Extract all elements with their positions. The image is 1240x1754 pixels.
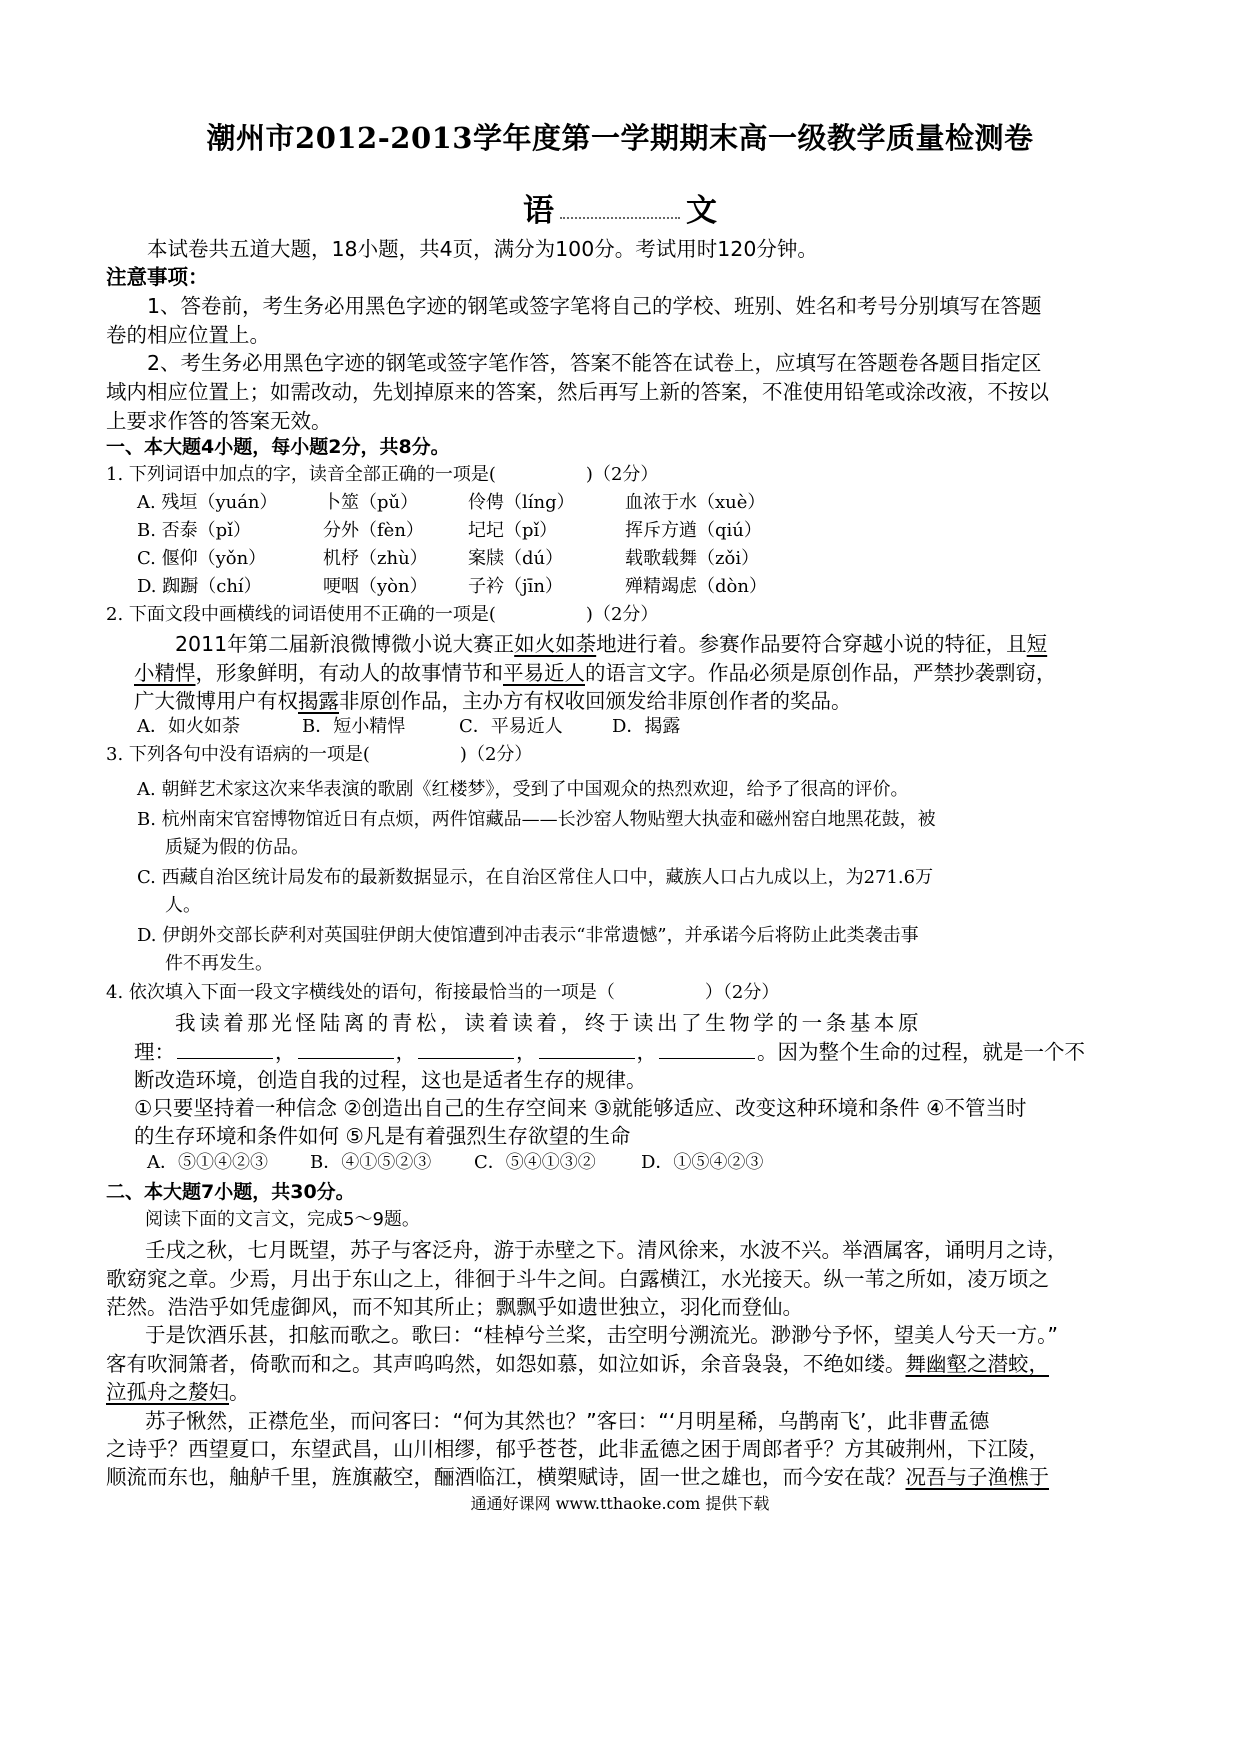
q4-passage-line2: 理： ， ， ， ， 。因为整个生命的过程，就是一个不 <box>134 1040 1085 1064</box>
classical-text-line9 <box>106 1460 1049 1490</box>
q4-stem: 4. 依次填入下面一段文字横线处的语句，衔接最恰当的一项是（ ）（2分） <box>106 982 780 1003</box>
classical-text: 。 <box>229 1380 250 1404</box>
q2-text: 广大微博用户有权 <box>134 689 298 713</box>
q1-row-b-c2: 分外（fèn） <box>323 520 424 541</box>
q4-option-d: D．①⑤④②③ <box>641 1152 764 1173</box>
classical-text-line4: 于是饮酒乐甚，扣舷而歌之。歌曰：“桂棹兮兰桨，击空明兮溯流光。渺渺兮予怀，望美人兮天一方。” <box>145 1323 1058 1347</box>
q2-option-b: B．短小精悍 <box>302 716 406 737</box>
q4-blank-4 <box>539 1040 635 1059</box>
q1-row-b-c4: 挥斥方遒（qiú） <box>625 520 762 541</box>
q3-option-c-line1: C. 西藏自治区统计局发布的最新数据显示，在自治区常住人口中，藏族人口占九成以上，为271.6万 <box>137 867 934 888</box>
exam-title: 潮州市2012-2013学年度第一学期期末高一级教学质量检测卷 <box>206 121 1034 155</box>
q2-text: 的语言文字。作品必须是原创作品，严禁抄袭剽窃， <box>585 661 1057 685</box>
q4-sentences-line1: ①只要坚持着一种信念 ②创造出自己的生存空间来 ③就能够适应、改变这种环境和条件 ④不管当时 <box>134 1096 1027 1120</box>
notice-item2-line2: 域内相应位置上；如需改动，先划掉原来的答案，然后再写上新的答案，不准使用铅笔或涂改液，不按以 <box>106 380 1049 404</box>
q3-stem: 3. 下列各句中没有语病的一项是( )（2分） <box>106 744 533 765</box>
page-footer: 通通好课网 www.tthaoke.com 提供下载 <box>470 1494 770 1513</box>
q3-option-b-line1: B. 杭州南宋官窑博物馆近日有点烦，两件馆藏品——长沙窑人物贴塑大执壶和磁州窑白地黑花鼓，被 <box>137 809 936 830</box>
q1-row-c-c1: C. 偃仰（yǒn） <box>137 548 267 569</box>
q1-row-a-c4: 血浓于水（xuè） <box>625 492 766 513</box>
subject-left: 语 <box>523 193 554 229</box>
classical-underlined-text: 况吾与子渔樵于 <box>905 1465 1049 1489</box>
notice-item2-line1: 2、考生务必用黑色字迹的钢笔或签字笔作答，答案不能答在试卷上，应填写在答题卷各题目指定区 <box>147 351 1042 375</box>
q1-row-a-c2: 卜筮（pǔ） <box>323 492 419 513</box>
q4-option-b: B．④①⑤②③ <box>310 1152 432 1173</box>
q3-option-d-line2: 件不再发生。 <box>165 953 273 974</box>
q4-sentences-line2: 的生存环境和条件如何 ⑤凡是有着强烈生存欲望的生命 <box>134 1124 631 1148</box>
notice-heading: 注意事项： <box>106 265 209 289</box>
section2-heading: 二、本大题7小题，共30分。 <box>106 1181 355 1203</box>
q2-option-a: A．如火如荼 <box>137 716 240 737</box>
q4-blank-3 <box>418 1040 514 1059</box>
q1-stem: 1. 下列词语中加点的字，读音全部正确的一项是( )（2分） <box>106 464 659 485</box>
q2-passage-line2 <box>134 656 1057 686</box>
classical-text-line3: 茫然。浩浩乎如凭虚御风，而不知其所止；飘飘乎如遗世独立，羽化而登仙。 <box>106 1295 803 1319</box>
classical-text-line1: 壬戌之秋，七月既望，苏子与客泛舟，游于赤壁之下。清风徐来，水波不兴。举酒属客，诵明月之诗， <box>145 1238 1068 1262</box>
classical-text-line2: 歌窈窕之章。少焉，月出于东山之上，徘徊于斗牛之间。白露横江，水光接天。纵一苇之所如，凌万顷之 <box>106 1267 1049 1291</box>
classical-text-line8: 之诗乎？西望夏口，东望武昌，山川相缪，郁乎苍苍，此非孟德之困于周郎者乎？方其破荆州，下江陵， <box>106 1437 1049 1461</box>
q3-option-b-line2: 质疑为假的仿品。 <box>165 837 309 858</box>
q1-row-a-c3: 伶俜（líng） <box>468 492 575 513</box>
q2-option-c: C．平易近人 <box>459 716 563 737</box>
q2-passage-line3 <box>134 684 852 714</box>
notice-item1-line2: 卷的相应位置上。 <box>106 323 270 347</box>
q2-text: 非原创作品，主办方有权收回颁发给非原创作者的奖品。 <box>339 689 852 713</box>
intro-text: 本试卷共五道大题，18小题，共4页，满分为100分。考试用时120分钟。 <box>147 237 818 261</box>
q4-blank-1 <box>177 1040 273 1059</box>
q4-option-a: A．⑤①④②③ <box>147 1152 268 1173</box>
q4-text: 。因为整个生命的过程，就是一个不 <box>757 1040 1085 1064</box>
q1-row-d-c3: 子衿（jīn） <box>468 576 563 597</box>
q2-text: 2011年第二届新浪微博微小说大赛正 <box>175 632 515 656</box>
classical-text: 顺流而东也，舳舻千里，旌旗蔽空，酾酒临江，横槊赋诗，固一世之雄也，而今安在哉？ <box>106 1465 906 1489</box>
q4-passage-line3: 断改造环境，创造自我的过程，这也是适者生存的规律。 <box>134 1068 647 1092</box>
classical-underlined-text: 舞幽壑之潜蛟， <box>905 1352 1049 1376</box>
q1-row-a-c1: A. 残垣（yuán） <box>137 492 278 513</box>
section2-instruction: 阅读下面的文言文，完成5～9题。 <box>145 1209 420 1230</box>
subject-dotted-gap <box>560 207 680 219</box>
q2-text: ，形象鲜明，有动人的故事情节和 <box>195 661 503 685</box>
q4-option-c: C．⑤④①③② <box>474 1152 596 1173</box>
notice-item2-line3: 上要求作答的答案无效。 <box>106 409 332 433</box>
q2-option-d: D．揭露 <box>612 716 681 737</box>
q1-row-b-c3: 圮圮（pǐ） <box>468 520 558 541</box>
q1-row-d-c4: 殚精竭虑（dòn） <box>625 576 767 597</box>
q2-underlined-word: 短 <box>1026 632 1048 656</box>
q1-row-d-c1: D. 踟蹰（chí） <box>137 576 262 597</box>
q1-row-c-c3: 案牍（dú） <box>468 548 564 569</box>
q1-row-b-c1: B. 否泰（pǐ） <box>137 520 251 541</box>
section1-heading: 一、本大题4小题，每小题2分，共8分。 <box>106 436 450 458</box>
classical-text-line7: 苏子愀然，正襟危坐，而问客曰：“何为其然也？”客曰：“‘月明星稀，乌鹊南飞’，此非曹孟德 <box>145 1409 990 1433</box>
q2-underlined-word: 小精悍 <box>134 661 196 685</box>
q1-row-c-c4: 载歌载舞（zǒi） <box>625 548 760 569</box>
q2-underlined-word: 如火如荼 <box>514 632 597 656</box>
classical-text-line5 <box>106 1347 1049 1377</box>
q2-underlined-word: 揭露 <box>298 689 339 713</box>
q4-passage-line1: 我读着那光怪陆离的青松，读着读着，终于读出了生物学的一条基本原 <box>175 1011 923 1035</box>
subject-heading <box>0 185 1240 230</box>
classical-underlined-text: 泣孤舟之嫠妇 <box>106 1380 229 1404</box>
q3-option-c-line2: 人。 <box>165 895 201 916</box>
q2-stem: 2. 下面文段中画横线的词语使用不正确的一项是( )（2分） <box>106 604 659 625</box>
q3-option-d-line1: D. 伊朗外交部长萨利对英国驻伊朗大使馆遭到冲击表示“非常遗憾”，并承诺今后将防止此类袭击事 <box>137 925 919 946</box>
q2-passage-line1 <box>175 627 1047 657</box>
q2-text: 地进行着。参赛作品要符合穿越小说的特征，且 <box>596 632 1027 656</box>
q2-underlined-word: 平易近人 <box>503 661 585 685</box>
subject-right: 文 <box>686 193 717 229</box>
q1-row-c-c2: 机杼（zhù） <box>323 548 428 569</box>
notice-item1-line1: 1、答卷前，考生务必用黑色字迹的钢笔或签字笔将自己的学校、班别、姓名和考号分别填写在答题 <box>147 294 1042 318</box>
classical-text-line6 <box>106 1375 250 1405</box>
q4-blank-2 <box>298 1040 394 1059</box>
q1-row-d-c2: 哽咽（yòn） <box>323 576 428 597</box>
q4-blank-5 <box>659 1040 755 1059</box>
q4-text: 理： <box>134 1040 175 1064</box>
classical-text: 客有吹洞箫者，倚歌而和之。其声呜呜然，如怨如慕，如泣如诉，余音袅袅，不绝如缕。 <box>106 1352 906 1376</box>
q3-option-a: A. 朝鲜艺术家这次来华表演的歌剧《红楼梦》，受到了中国观众的热烈欢迎，给予了很高的评价。 <box>137 779 909 800</box>
